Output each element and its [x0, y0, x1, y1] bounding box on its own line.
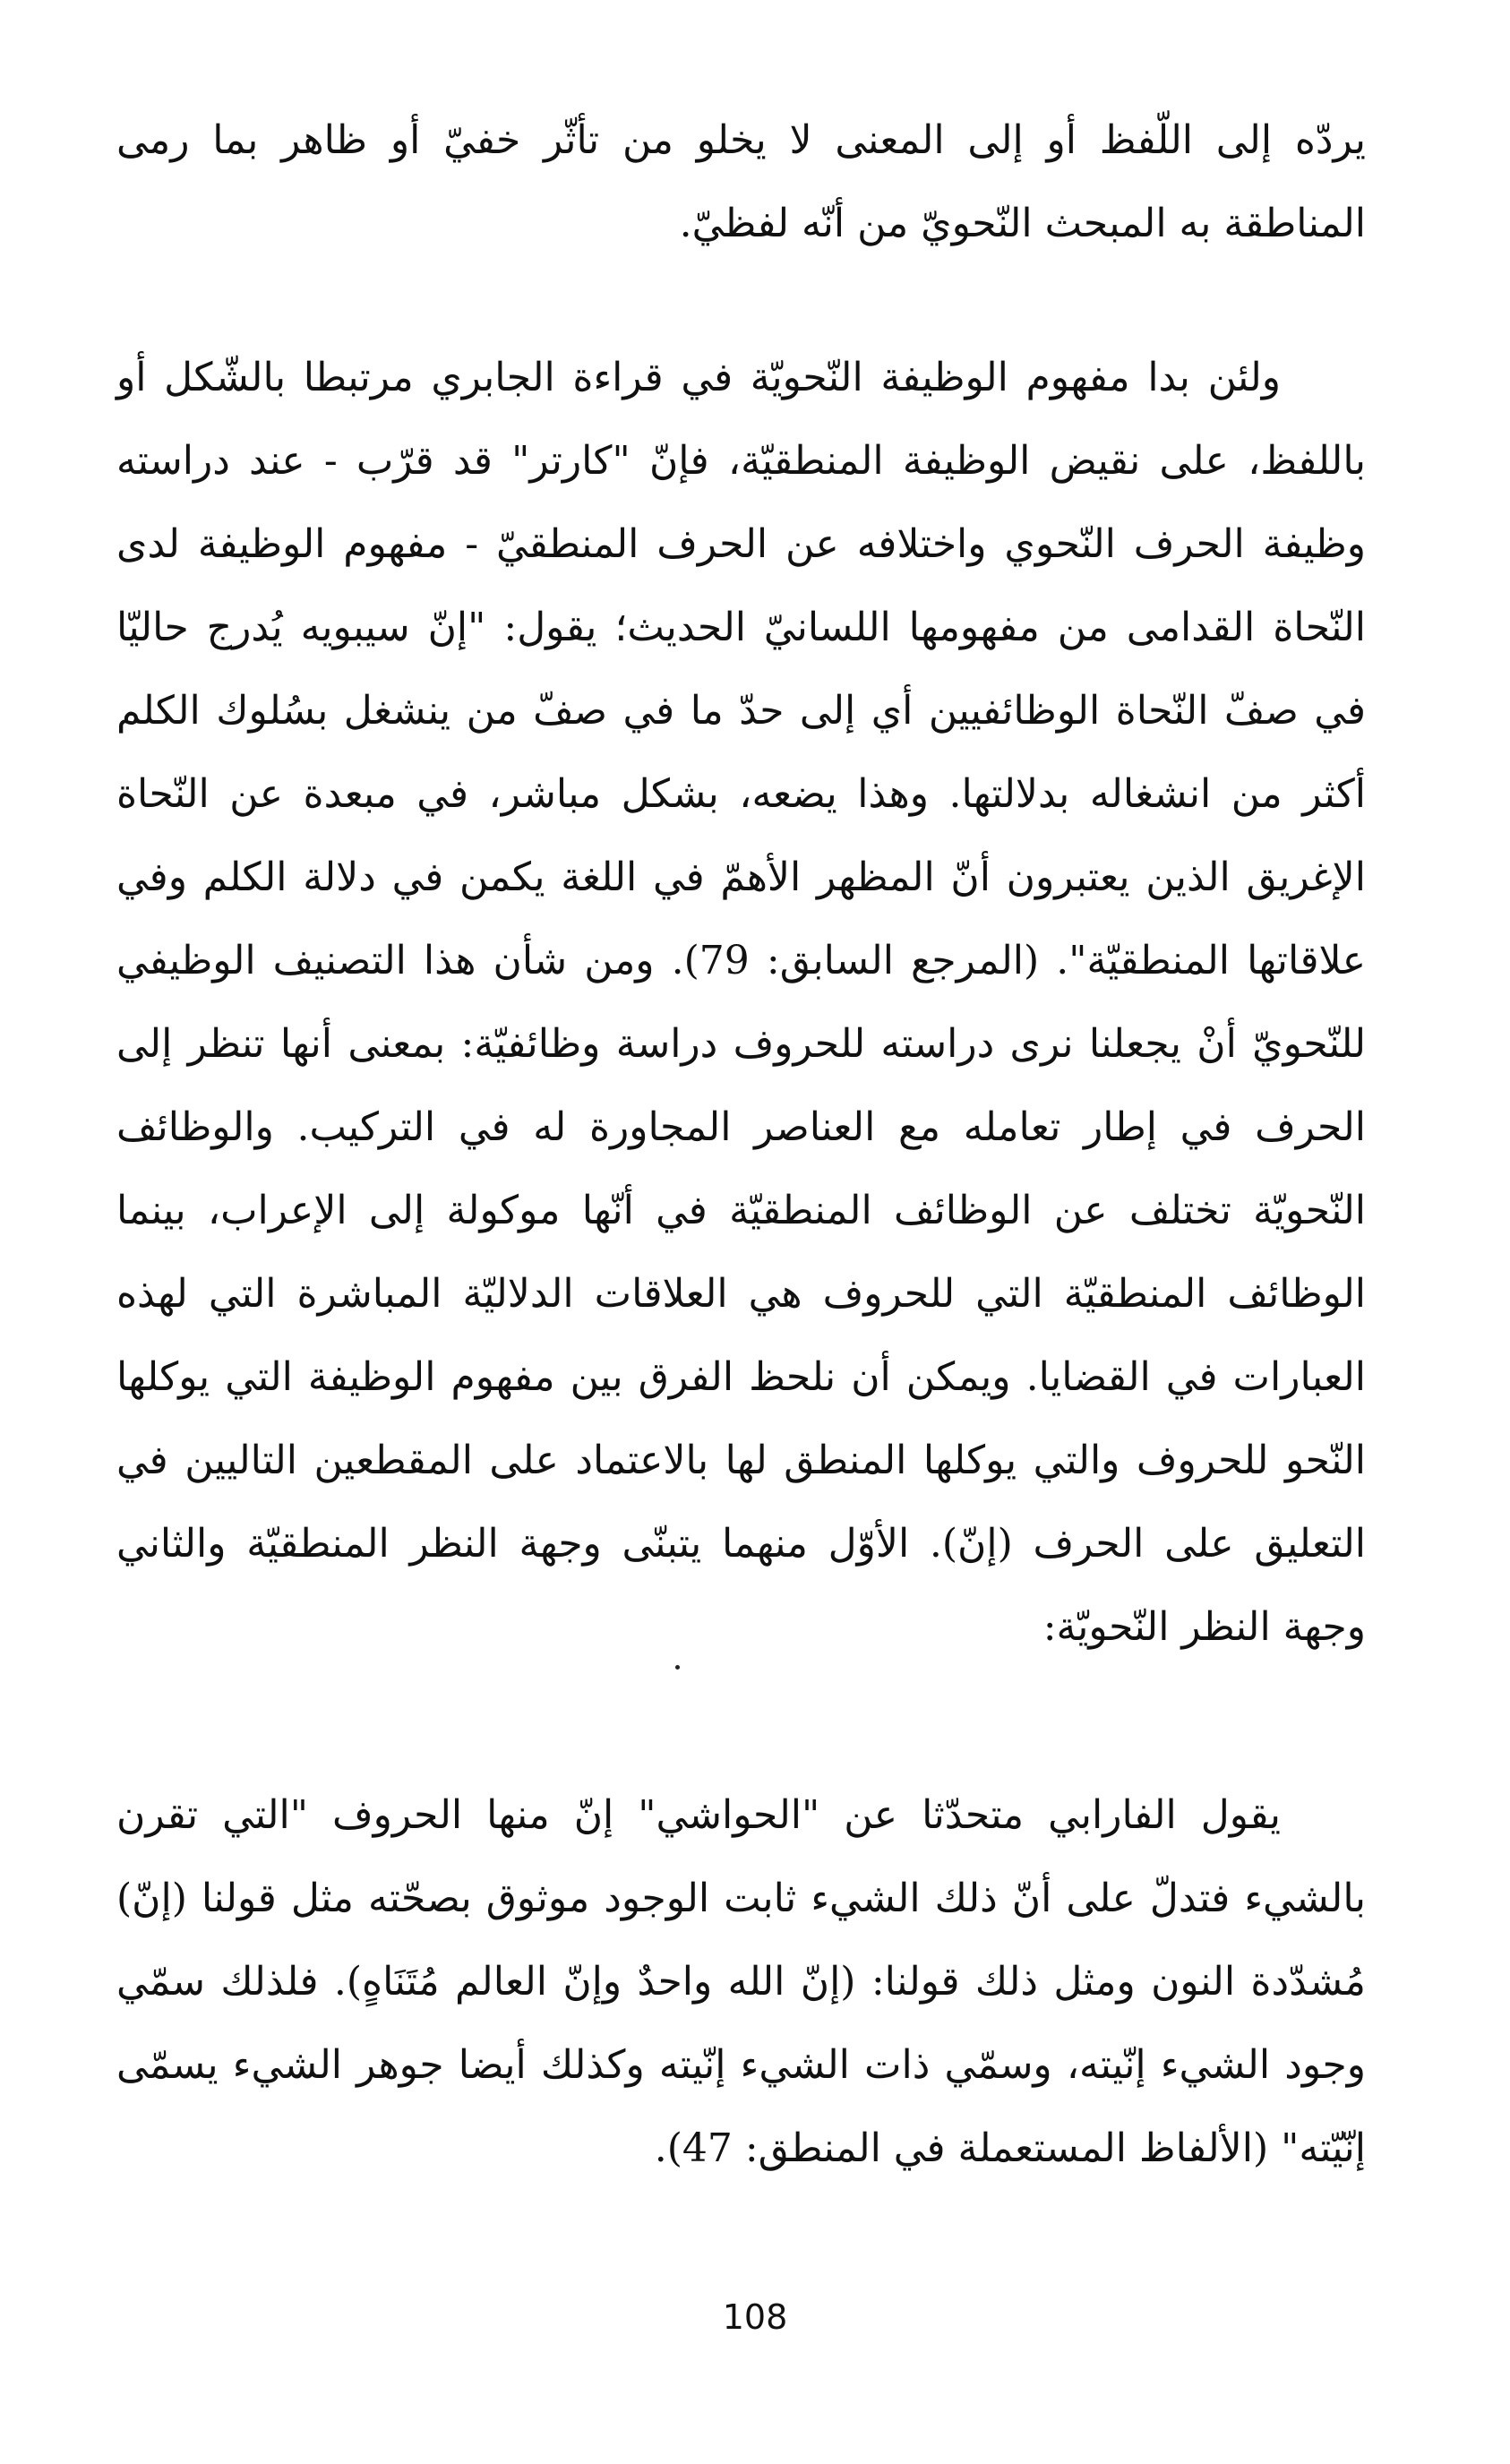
stray-dot — [675, 1665, 680, 1670]
paragraph-carter-function: ولئن بدا مفهوم الوظيفة النّحويّة في قراءة الجابري مرتبطا بالشّكل أو باللفظ، على نقيض الوظيفة المنطقيّة، فإنّ "كارتر" قد قرّب - عند دراسته وظيفة الحرف النّحوي واختلافه عن الحرف المنطقيّ - مفهوم الوظيفة لدى النّحاة القدامى من مفهومها اللسانيّ الحديث؛ يقول: "إنّ سيبويه يُدرج حاليّا في صفّ النّحاة الوظائفيين أي إلى حدّ ما في صفّ من ينشغل بسُلوك الكلم أكثر من انشغاله بدلالتها. وهذا يضعه، بشكل مباشر، في مبعدة عن النّحاة الإغريق الذين يعتبرون أنّ المظهر الأهمّ في اللغة يكمن في دلالة الكلم وفي علاقاتها المنطقيّة". (المرجع السابق: 79). ومن شأن هذا التصنيف الوظيفي للنّحويّ أنْ يجعلنا نرى دراسته للحروف دراسة وظائفيّة: بمعنى أنها تنظر إلى الحرف في إطار تعامله مع العناصر المجاورة له في التركيب. والوظائف النّحويّة تختلف عن الوظائف المنطقيّة في أنّها موكولة إلى الإعراب، بينما الوظائف المنطقيّة التي للحروف هي العلاقات الدلاليّة المباشرة التي لهذه العبارات في القضايا. ويمكن أن نلحظ الفرق بين مفهوم الوظيفة التي يوكلها النّحو للحروف والتي يوكلها المنطق لها بالاعتماد على المقطعين التاليين في التعليق على الحرف (إنّ). الأوّل منهما يتبنّى وجهة النظر المنطقيّة والثاني وجهة النظر النّحويّة: — [116, 355, 1367, 1650]
page-number: 108 — [722, 2297, 788, 2337]
paragraph-farabi-quote: يقول الفارابي متحدّثا عن "الحواشي" إنّ منها الحروف "التي تقرن بالشيء فتدلّ على أنّ ذلك الشيء ثابت الوجود موثوق بصحّته مثل قولنا (إنّ) مُشدّدة النون ومثل ذلك قولنا: (إنّ الله واحدٌ وإنّ العالم مُتَنَاهٍ). فلذلك سمّي وجود الشيء إنّيته، وسمّي ذات الشيء إنّيته وكذلك أيضا جوهر الشيء يسمّى إنّيّته" (الألفاظ المستعملة في المنطق: 47). — [116, 1792, 1366, 2171]
paragraph-continuation: يردّه إلى اللّفظ أو إلى المعنى لا يخلو من تأثّر خفيّ أو ظاهر بما رمى المناطقة به المبحث النّحويّ من أنّه لفظيّ. — [116, 117, 1366, 246]
